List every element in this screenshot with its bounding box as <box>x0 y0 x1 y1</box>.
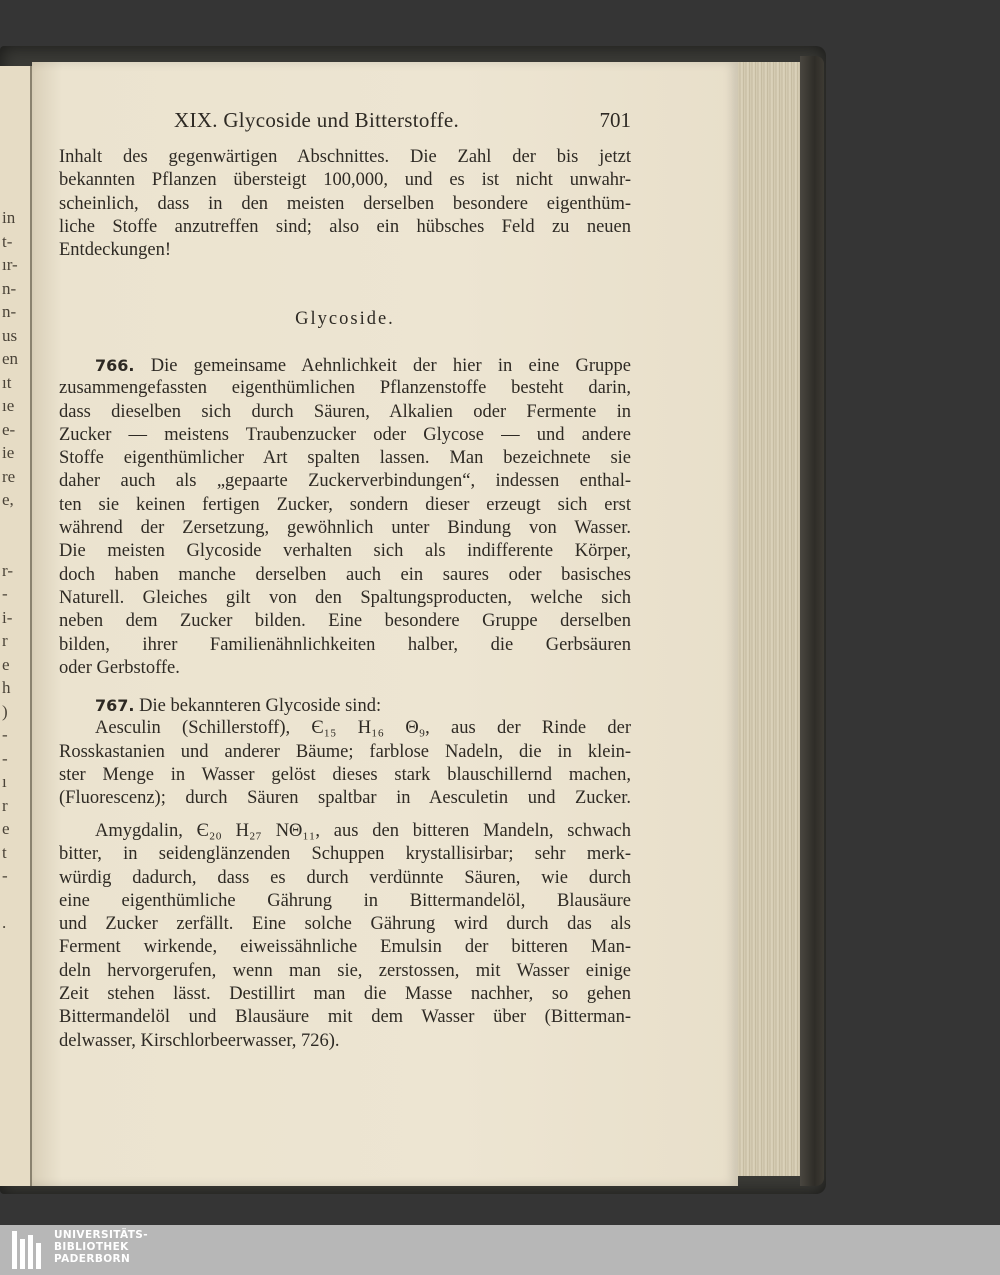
margin-fragment: i- <box>2 607 13 627</box>
text-line: neben dem Zucker bilden. Eine besondere Gruppe derselben <box>59 611 631 632</box>
amygdalin-paragraph <box>59 820 631 1053</box>
margin-fragment: - <box>2 584 8 603</box>
page-edges <box>738 62 803 1176</box>
text-line: Inhalt des gegenwärtigen Abschnittes. Die Zahl der bis jetzt <box>59 147 631 167</box>
library-logo-icon <box>12 1231 48 1269</box>
paragraph-767 <box>59 694 631 810</box>
margin-fragment: us <box>2 325 18 345</box>
margin-fragment: ıt <box>2 372 12 392</box>
margin-fragment: h <box>2 678 11 697</box>
text-line: dass dieselben sich durch Säuren, Alkalien oder Fermente in <box>59 401 631 422</box>
paragraph-number: 766. <box>95 356 135 375</box>
text-line: ten sie keinen fertigen Zucker, sondern dieser erzeugt sich erst <box>59 494 631 515</box>
margin-fragment: n- <box>2 278 17 298</box>
text-line: ster Menge in Wasser gelöst dieses stark blauschillernd machen, <box>59 764 631 785</box>
margin-fragment: - <box>2 866 8 885</box>
running-header <box>59 108 631 136</box>
margin-fragment: re <box>2 466 16 486</box>
text-line: Zucker — meistens Traubenzucker oder Glycose — und andere <box>59 424 631 445</box>
margin-fragment: ı <box>2 772 7 791</box>
text-line: eine eigenthümliche Gährung in Bittermandelöl, Blausäure <box>59 890 631 911</box>
text-line: daher auch als „gepaarte Zuckerverbindungen“, indessen enthal- <box>59 471 631 492</box>
margin-fragment: en <box>2 349 19 368</box>
text-line: Entdeckungen! <box>59 240 171 261</box>
text-line: delwasser, Kirschlorbeerwasser, 726). <box>59 1030 340 1051</box>
library-logo-text: UNIVERSITÄTS- BIBLIOTHEK PADERBORN <box>54 1229 149 1265</box>
margin-fragment: - <box>2 748 8 768</box>
margin-fragment: r <box>2 631 8 650</box>
text-line: Bittermandelöl und Blausäure mit dem Wasser über (Bitterman- <box>59 1007 631 1028</box>
text-line: oder Gerbstoffe. <box>59 657 180 678</box>
margin-fragment: in <box>2 208 16 227</box>
text-line: und Zucker zerfällt. Eine solche Gährung wird durch das als <box>59 914 631 935</box>
margin-fragment: r- <box>2 560 13 580</box>
header-title: XIX. Glycoside und Bitterstoffe. <box>174 108 460 132</box>
margin-fragment: t- <box>2 231 13 251</box>
text-line: 767. Die bekannteren Glycoside sind: <box>95 696 382 716</box>
margin-fragment: t <box>2 842 7 862</box>
text-line: bitter, in seidenglänzenden Schuppen krystallisirbar; sehr merk- <box>59 844 631 865</box>
margin-fragment: e <box>2 819 10 838</box>
section-heading: Glycoside. <box>295 309 395 329</box>
text-line: deln hervorgerufen, wenn man sie, zerstossen, mit Wasser einige <box>59 960 631 981</box>
margin-fragment: ) <box>2 701 8 721</box>
margin-fragment: r <box>2 795 8 815</box>
margin-fragment: ır- <box>2 255 18 274</box>
text-line: bilden, ihrer Familienähnlichkeiten halber, die Gerbsäuren <box>59 634 631 655</box>
paragraph-number: 767. <box>95 696 135 715</box>
margin-fragment <box>2 888 28 912</box>
text-line: (Fluorescenz); durch Säuren spaltbar in Aesculetin und Zucker. <box>59 788 631 809</box>
text-line: während der Zersetzung, gewöhnlich unter Bindung von Wasser. <box>59 518 631 539</box>
text-line: scheinlich, dass in den meisten derselben besondere eigenthüm- <box>59 193 631 214</box>
text-line: Naturell. Gleiches gilt von den Spaltungsproducten, welche sich <box>59 587 631 608</box>
margin-fragment: n- <box>2 302 17 321</box>
margin-fragment <box>2 512 28 536</box>
margin-fragment: e, <box>2 490 14 509</box>
text-line: Amygdalin, Є₂₀ H₂₇ NΘ₁₁, aus den bitteren Mandeln, schwach <box>95 821 631 841</box>
margin-fragment: . <box>2 913 7 932</box>
margin-fragment: ie <box>2 443 15 462</box>
paragraph-766 <box>59 354 631 680</box>
text-line: doch haben manche derselben auch ein saures oder basisches <box>59 564 631 585</box>
text-line: bekannten Pflanzen übersteigt 100,000, und es ist nicht unwahr- <box>59 170 631 191</box>
text-line: zusammengefassten eigenthümlichen Pflanzenstoffe besteht darin, <box>59 378 631 399</box>
margin-fragment: e <box>2 654 10 674</box>
left-page-margin-text <box>2 206 28 935</box>
margin-fragment <box>2 535 28 559</box>
margin-fragment: ıe <box>2 396 15 415</box>
cover-edge <box>800 56 824 1186</box>
library-footer <box>0 1225 1000 1275</box>
text-line: Aesculin (Schillerstoff), Є₁₅ H₁₆ Θ₉, aus der Rinde der <box>95 718 631 739</box>
left-page-edge <box>0 66 32 1186</box>
text-line: Die meisten Glycoside verhalten sich als indifferente Körper, <box>59 541 631 562</box>
text-line: würdig dadurch, dass es durch verdünnte Säuren, wie durch <box>59 867 631 888</box>
intro-paragraph <box>59 146 631 262</box>
text-line: Stoffe eigenthümlicher Art spalten lassen. Man bezeichnete sie <box>59 448 631 469</box>
text-line: Ferment wirkende, eiweissähnliche Emulsin der bitteren Man- <box>59 937 631 958</box>
margin-fragment: e- <box>2 419 16 439</box>
text-line: Zeit stehen lässt. Destillirt man die Masse nachher, so gehen <box>59 984 631 1005</box>
margin-fragment: - <box>2 725 8 744</box>
text-line: liche Stoffe anzutreffen sind; also ein hübsches Feld zu neuen <box>59 216 631 237</box>
page-number: 701 <box>599 108 631 132</box>
text-line: 766. Die gemeinsame Aehnlichkeit der hier in eine Gruppe <box>95 356 631 376</box>
text-line: Rosskastanien und anderer Bäume; farblose Nadeln, die in klein- <box>59 741 631 762</box>
